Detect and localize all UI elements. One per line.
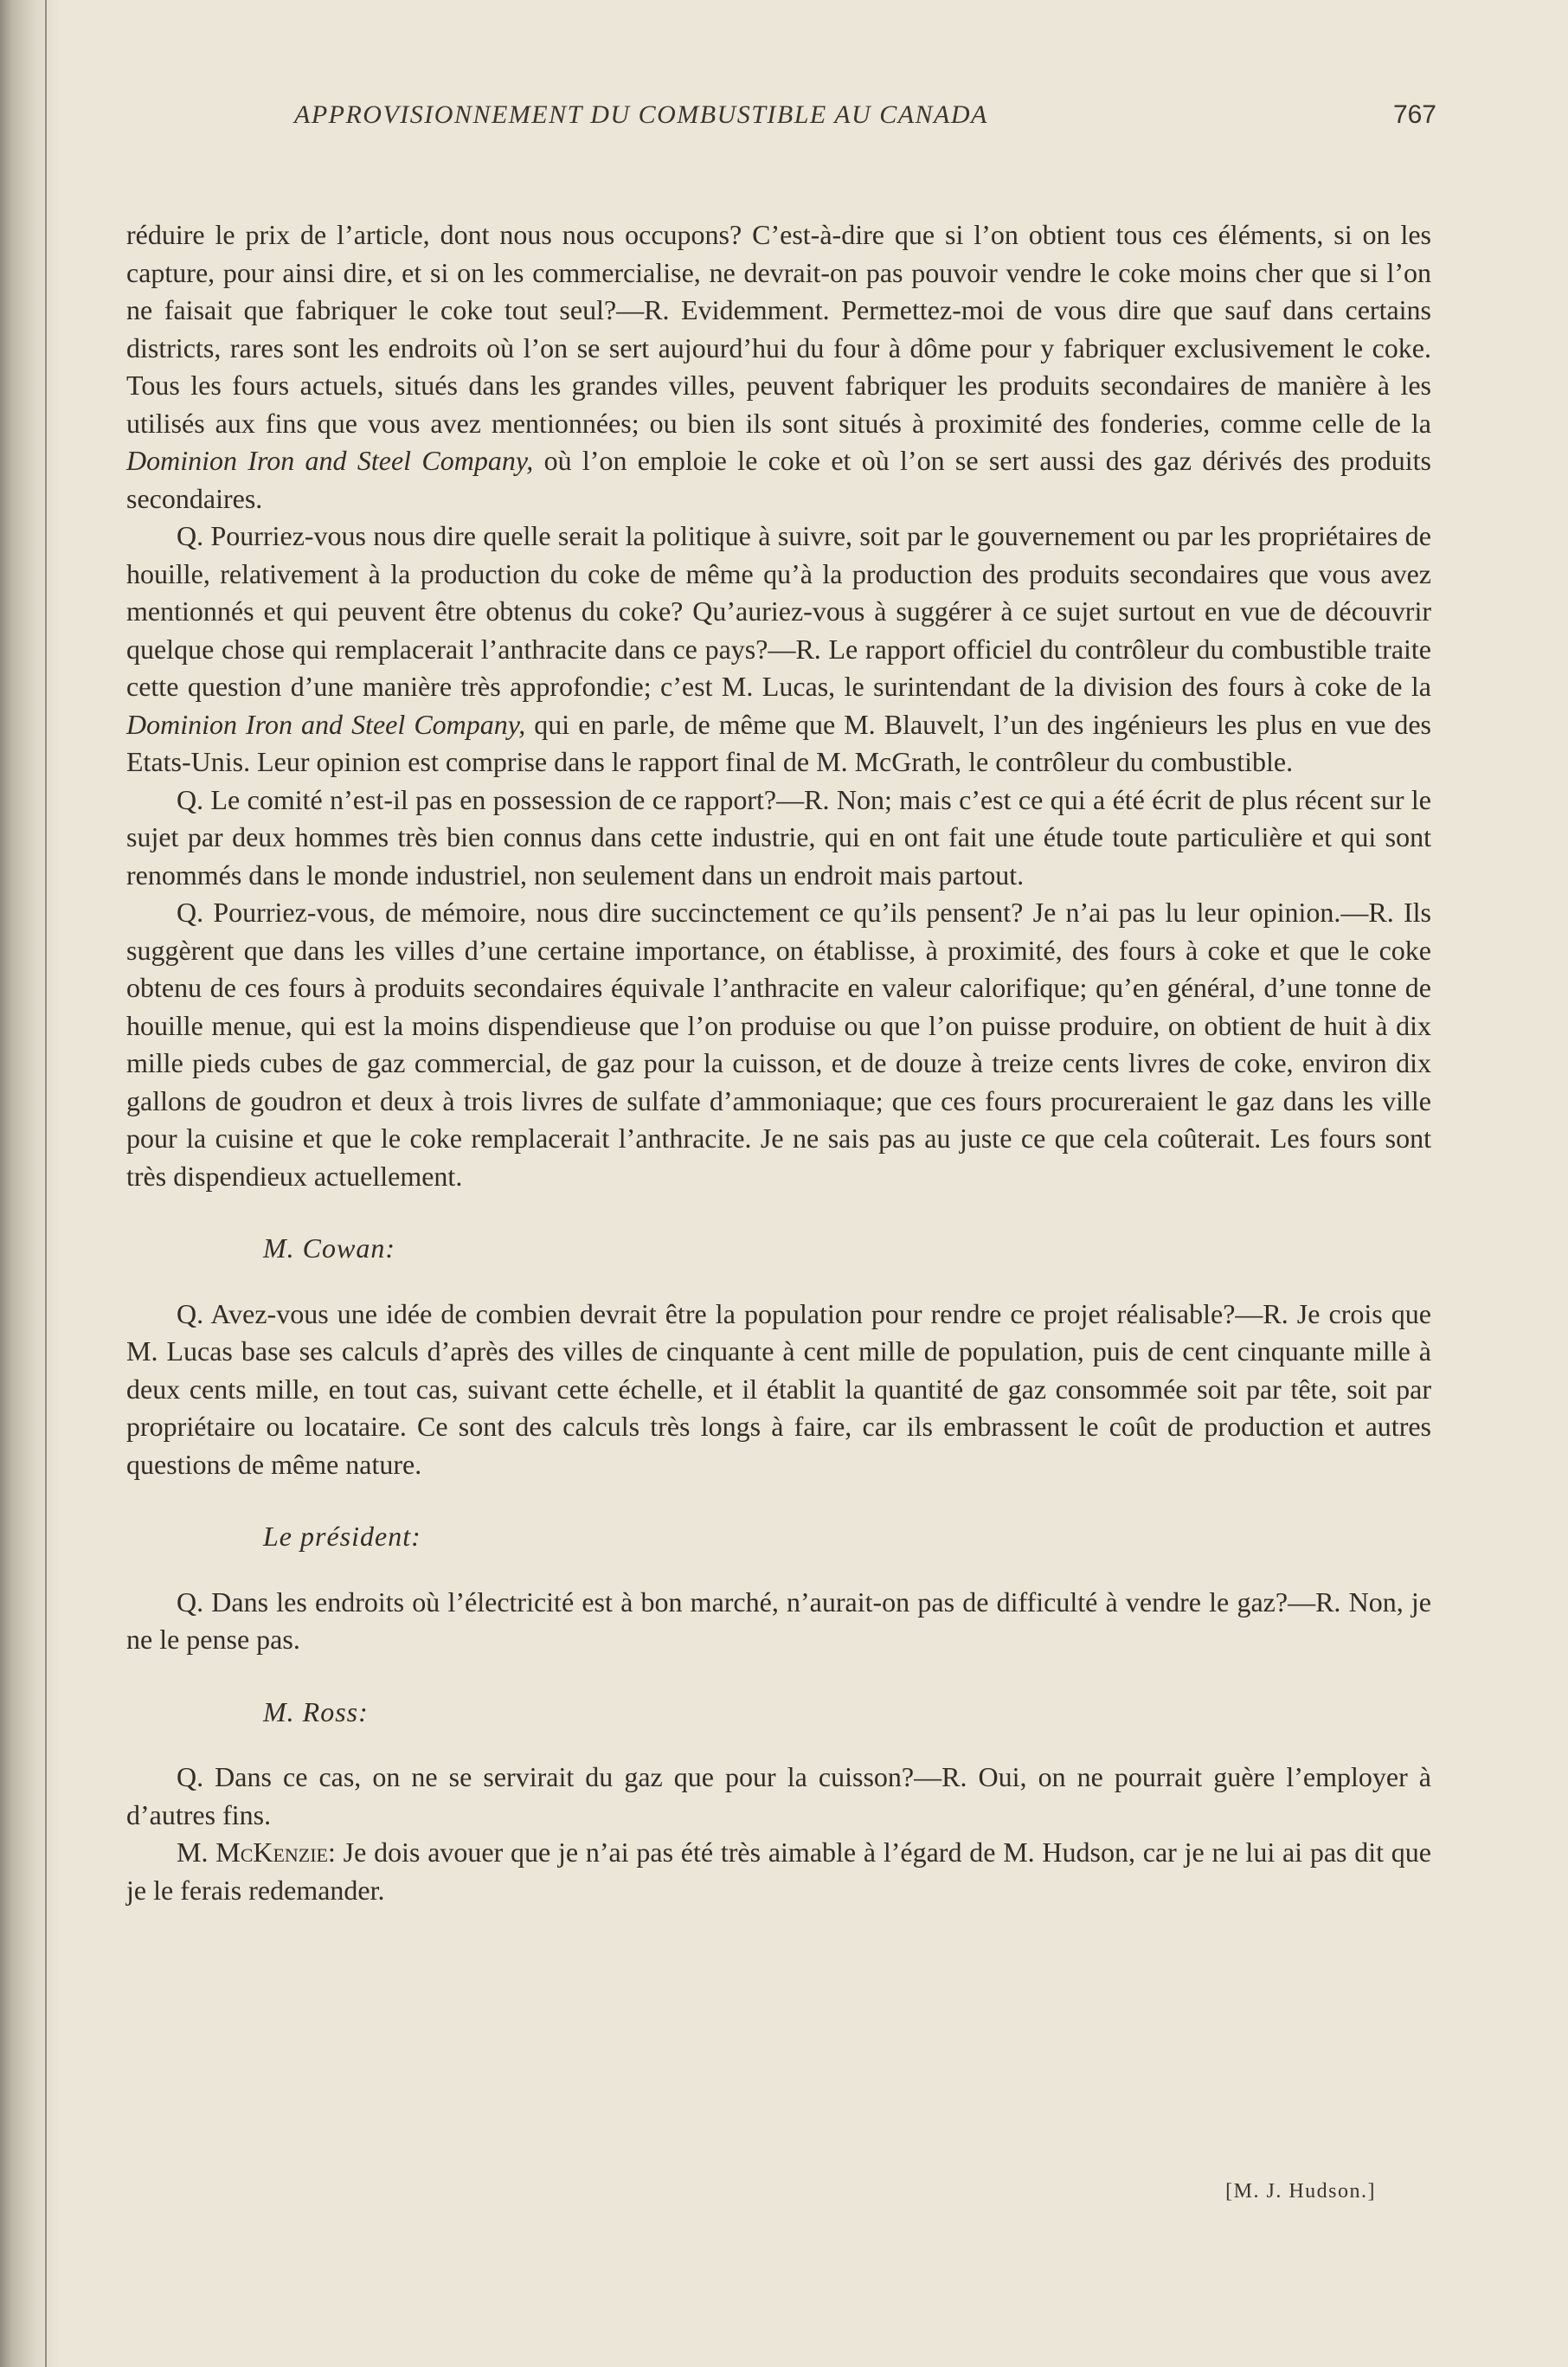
paragraph <box>126 894 1431 1195</box>
italic-phrase: Dominion Iron and Steel Company, <box>126 708 526 740</box>
page-header <box>294 100 1436 135</box>
text-run: qui en parle, de même que M. Blauvelt, l’un des ingénieurs les plus en vue des Etats-Unis. Leur opinion est comprise dans le rapport final de M. McGrath, le contrôleur du combustible. <box>126 708 1432 777</box>
text-run: Q. Le comité n’est-il pas en possession de ce rapport?—R. Non; mais c’est ce qui a été écrit de plus récent sur le sujet par deux hommes très bien connus dans cette industrie, qui en ont fait une étude toute particulière et qui sont renommés dans le monde industriel, non seulement dans un endroit mais partout. <box>126 783 1431 891</box>
speaker-heading: M. Ross: <box>263 1695 369 1727</box>
speaker-heading: Le président: <box>263 1521 421 1552</box>
paragraph <box>126 781 1431 895</box>
paragraph <box>126 216 1431 518</box>
running-title: APPROVISIONNEMENT DU COMBUSTIBLE AU CANADA <box>294 100 988 129</box>
text-run: Q. Avez-vous une idée de combien devrait être la population pour rendre ce projet réalisable?—R. Je crois que M. Lucas base ses calculs d’après des villes de cinquante à cent mille de population, puis de cent cinquante mille à deux cents mille, en tout cas, suivant cette échelle, et il établit la quantité de gaz consommée soit par tête, soit par propriétaire ou locataire. Ce sont des calculs très longs à faire, car ils embrassent le coût de production et autres questions de même nature. <box>126 1297 1431 1480</box>
text-run: Q. Dans ce cas, on ne se servirait du gaz que pour la cuisson?—R. Oui, on ne pourrait guère l’employer à d’autres fins. <box>126 1761 1431 1830</box>
paragraph <box>126 1759 1431 1834</box>
text-run: Q. Dans les endroits où l’électricité est à bon marché, n’aurait-on pas de difficulté à vendre le gaz?—R. Non, je ne le pense pas. <box>126 1586 1431 1655</box>
text-run: M. <box>177 1836 216 1868</box>
text-run: : Je dois avouer que je n’ai pas été très aimable à l’égard de M. Hudson, car je ne lui ai pas dit que je le ferais redemander. <box>126 1836 1432 1906</box>
speaker-signature: [M. J. Hudson.] <box>1225 2180 1376 2203</box>
speaker-name: McKenzie <box>215 1836 328 1868</box>
document-body <box>126 216 1431 1909</box>
text-run: Q. Pourriez-vous nous dire quelle serait la politique à suivre, soit par le gouvernement ou par les propriétaires de houille, relativement à la production du coke de même qu’à la production des produits secondaires que vous avez mentionnés et qui peuvent être obtenus du coke? Qu’auriez-vous à suggérer à ce sujet surtout en vue de découvrir quelque chose qui remplacerait l’anthracite dans ce pays?—R. Le rapport officiel du contrôleur du combustible traite cette question d’une manière très approfondie; c’est M. Lucas, le surintendant de la division des fours à coke de la <box>126 520 1431 702</box>
italic-phrase: Dominion Iron and Steel Company, <box>126 445 534 476</box>
paragraph <box>126 1296 1431 1484</box>
speaker-heading: M. Cowan: <box>263 1232 395 1264</box>
page-number: 767 <box>1392 100 1436 129</box>
paragraph <box>126 1834 1431 1909</box>
text-run: Q. Pourriez-vous, de mémoire, nous dire succinctement ce qu’ils pensent? Je n’ai pas lu leur opinion.—R. Ils suggèrent que dans les villes d’une certaine importance, on établisse, à proximité, des fours à coke et que le coke obtenu de ces fours à produits secondaires équivale l’anthracite en valeur calorifique; qu’en général, d’une tonne de houille menue, qui est la moins dispendieuse que l’on produise ou que l’on puisse produire, on obtient de huit à dix mille pieds cubes de gaz commercial, de gaz pour la cuisson, et de douze à treize cents livres de coke, environ dix gallons de goudron et deux à trois livres de sulfate d’ammoniaque; que ces fours procureraient le gaz dans les ville pour la cuisine et que le coke remplacerait l’anthracite. Je ne sais pas au juste ce que cela coûterait. Les fours sont très dispendieux actuellement. <box>126 897 1431 1192</box>
paragraph <box>126 518 1431 781</box>
text-run: où l’on emploie le coke et où l’on se sert aussi des gaz dérivés des produits secondaires. <box>126 445 1432 514</box>
paragraph <box>126 1584 1431 1659</box>
text-run: réduire le prix de l’article, dont nous nous occupons? C’est-à-dire que si l’on obtient tous ces éléments, si on les capture, pour ainsi dire, et si on les commercialise, ne devrait-on pas pouvoir vendre le coke moins cher que si l’on ne faisait que fabriquer le coke tout seul?—R. Evidemment. Permettez-moi de vous dire que sauf dans certains districts, rares sont les endroits où l’on se sert aujourd’hui du four à dôme pour y fabriquer exclusivement le coke. Tous les fours actuels, situés dans les grandes villes, peuvent fabriquer les produits secondaires de manière à les utilisés aux fins que vous avez mentionnées; ou bien ils sont situés à proximité des fonderies, comme celle de la <box>126 219 1431 439</box>
